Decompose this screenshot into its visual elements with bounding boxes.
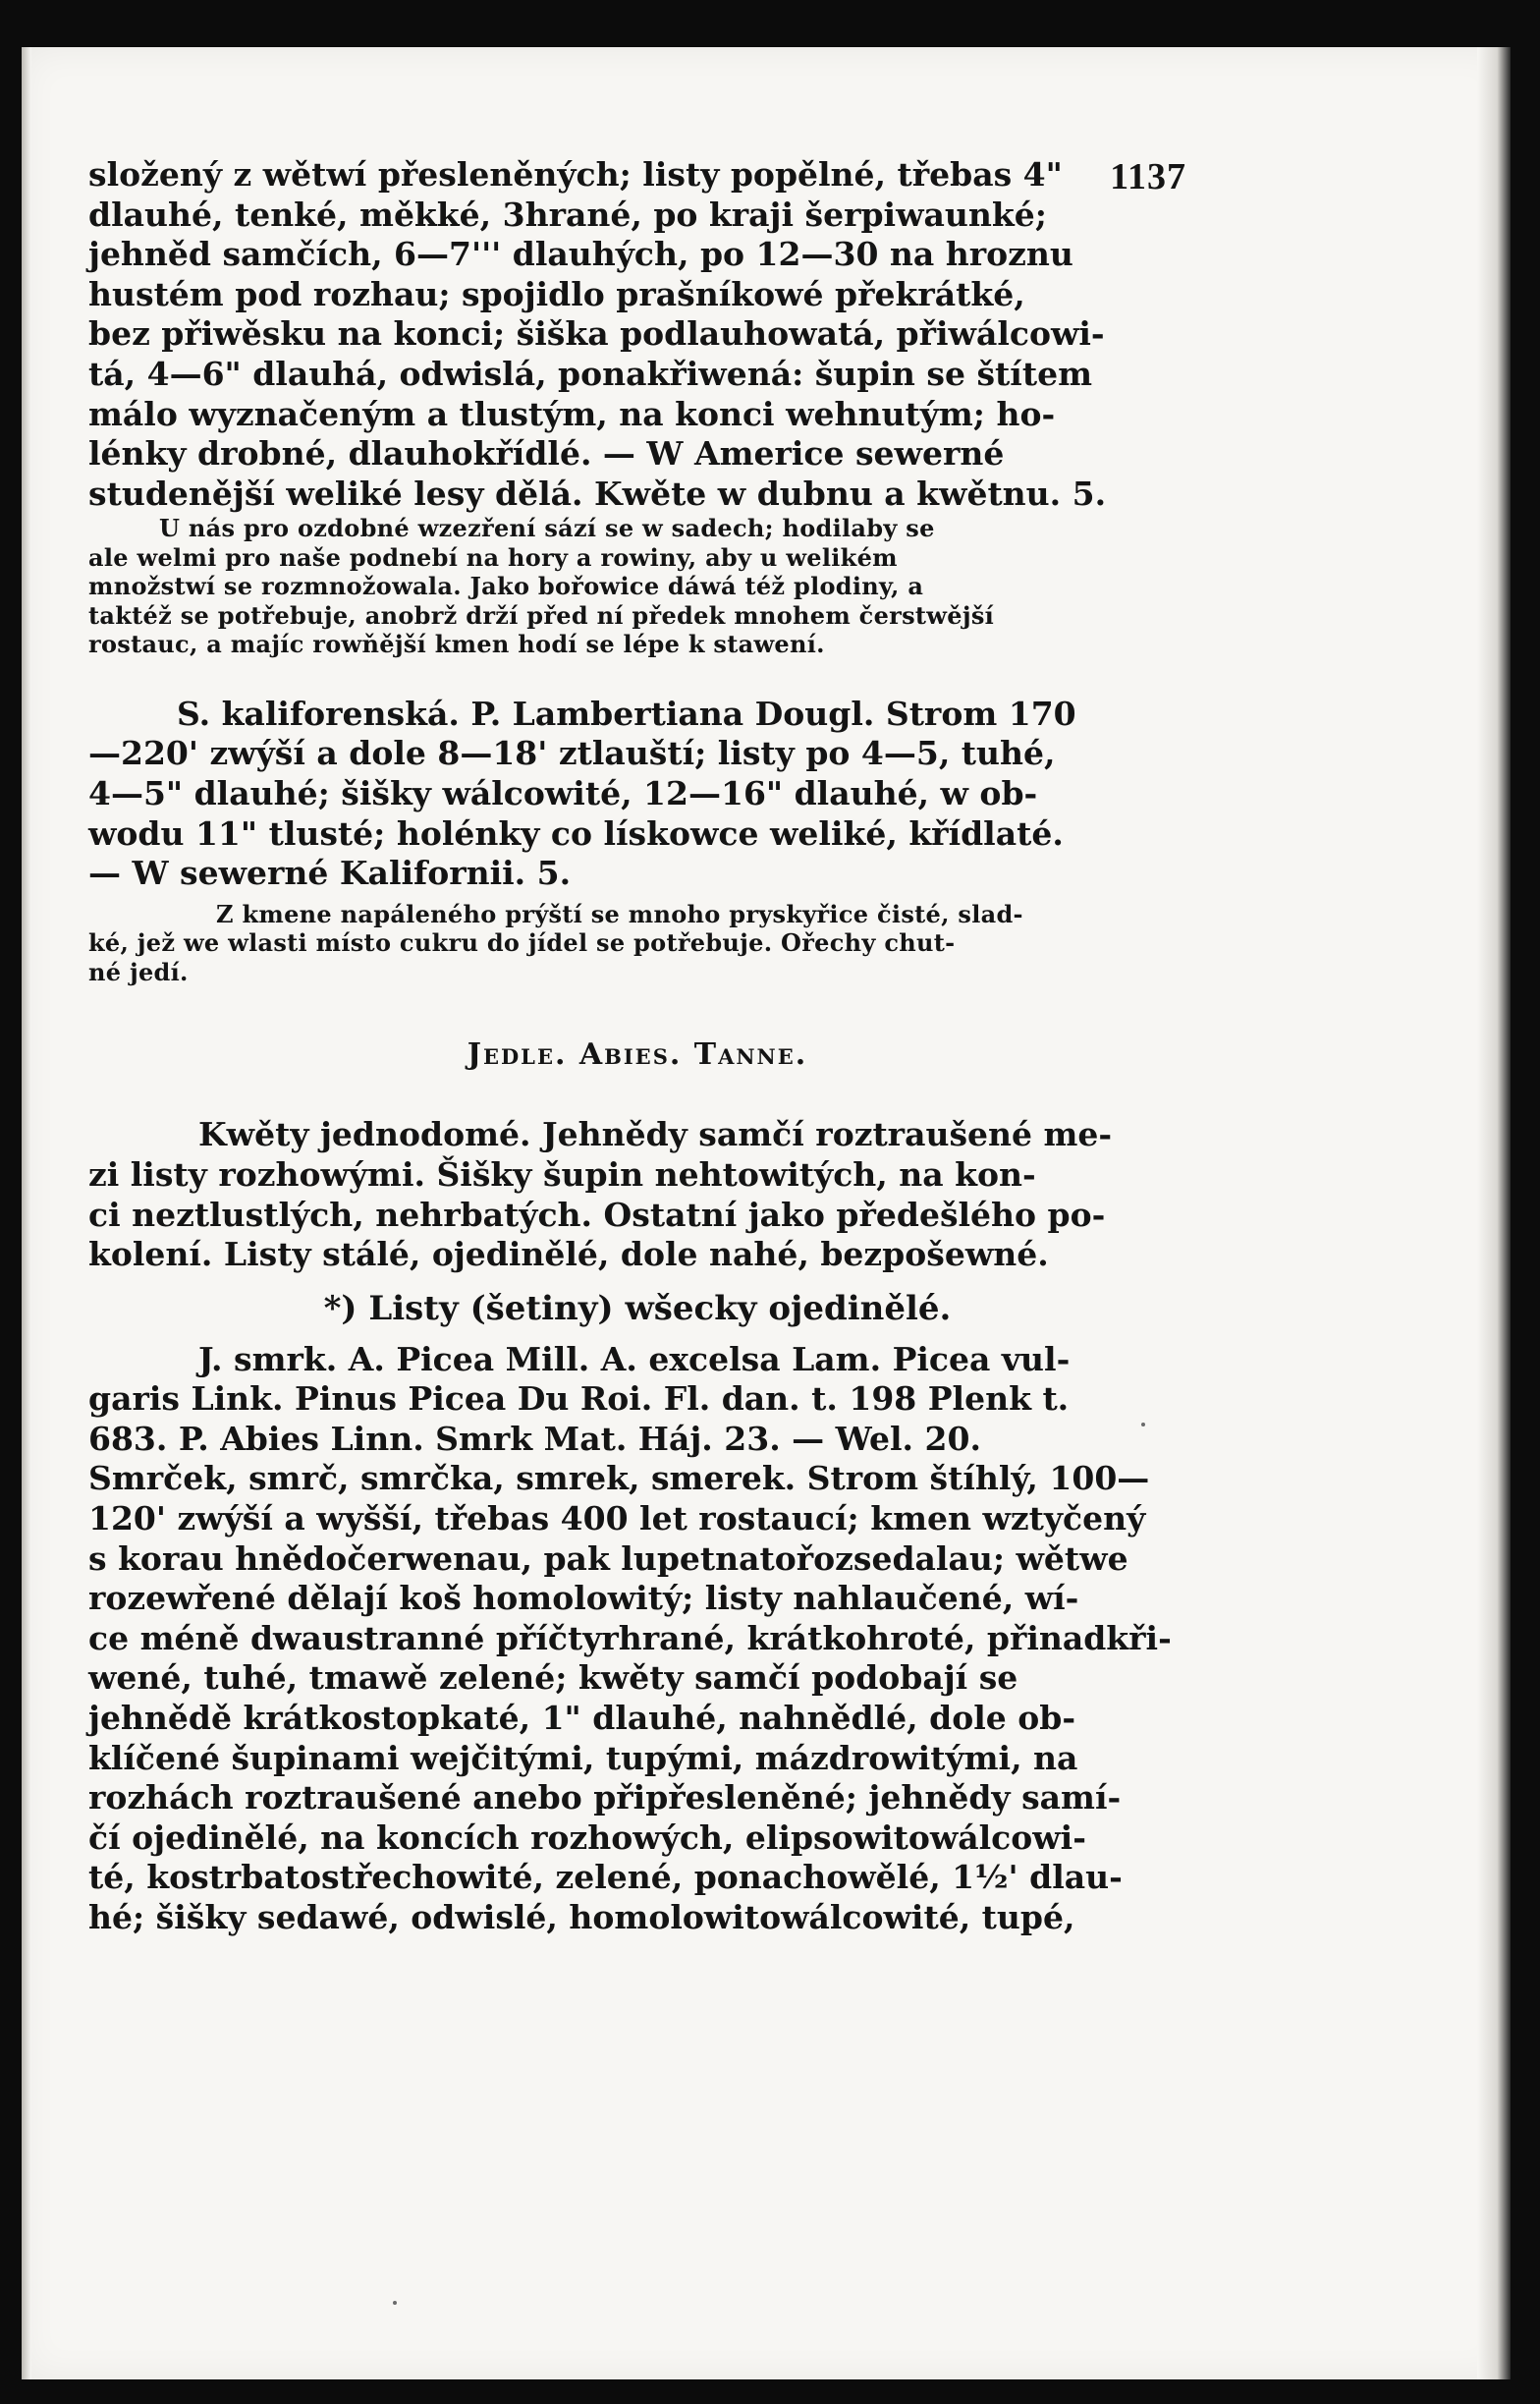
text-line: Kwěty jednodomé. Jehnědy samčí roztraušené me- [198,1115,1113,1154]
note-resin [88,900,1186,987]
text-line: s korau hnědočerwenau, pak lupetnatořozsedalau; wětwe [88,1538,1128,1578]
note-line: rostauc, a majíc rowňější kmen hodí se lépe k stawení. [88,630,825,659]
text-line: té, kostrbatostřechowité, zelené, ponachowělé, 1½' dlau- [88,1858,1123,1897]
text-line: hé; šišky sedawé, odwislé, homolowitowálcowité, tupé, [88,1898,1075,1936]
text-line: J. smrk. A. Picea Mill. A. excelsa Lam. Picea vul- [198,1339,1071,1378]
page-content [88,155,1186,1938]
text-line: málo wyznačeným a tlustým, na konci wehnutým; ho- [88,394,1056,433]
text-line: složený z wětwí přesleněných; listy popělné, třebas 4" [88,155,1063,194]
note-line: ké, jež we wlasti místo cukru do jídel se potřebuje. Ořechy chut- [88,928,956,958]
text-line: —220' zwýší a dole 8—18' ztlauští; listy po 4—5, tuhé, [88,734,1056,773]
paragraph-abies-genus [88,1115,1186,1274]
note-line: U nás pro ozdobné wzezření sází se w sadech; hodilaby se [159,514,935,543]
note-line: taktéž se potřebuje, anobrž drží před ní předek mnohem čerstwější [88,600,995,630]
paragraph-picea-excelsa [88,1340,1186,1938]
text-line: zi listy rozhowými. Šišky šupin nehtowitých, na kon- [88,1154,1036,1194]
text-line: hustém pod rozhau; spojidlo prašníkowé překrátké, [88,274,1025,313]
paragraph-pinus-description [88,155,1186,514]
page-right-edge [1477,47,1511,2379]
note-line: ale welmi pro naše podnebí na hory a rowiny, aby u welikém [88,542,898,572]
text-line: klíčené šupinami wejčitými, tupými, mázdrowitými, na [88,1738,1078,1777]
text-line: ce méně dwaustranné příčtyrhrané, krátkohroté, přinadkři- [88,1618,1172,1657]
text-line: wodu 11" tlusté; holénky co lískowce weliké, křídlaté. [88,813,1064,853]
page-left-edge [22,47,31,2379]
note-cultivation [88,514,1186,659]
ink-speck [393,2301,397,2305]
text-line: kolení. Listy stálé, ojedinělé, dole nahé, bezpošewné. [88,1235,1049,1274]
note-line: množstwí se rozmnožowala. Jako bořowice dáwá též plodiny, a [88,572,924,601]
page-number: 1137 [1110,156,1186,197]
text-line: garis Link. Pinus Picea Du Roi. Fl. dan. t. 198 Plenk t. [88,1379,1070,1419]
text-line: 4—5" dlauhé; šišky wálcowité, 12—16" dlauhé, w ob- [88,774,1038,813]
text-line: — W sewerné Kalifornii. 5. [88,854,572,893]
text-line: 683. P. Abies Linn. Smrk Mat. Háj. 23. — Wel. 20. [88,1419,981,1458]
text-line: jehnědě krátkostopkaté, 1" dlauhé, nahnědlé, dole ob- [88,1699,1076,1738]
text-line: tá, 4—6" dlauhá, odwislá, ponakřiwená: šupin se štítem [88,354,1092,393]
section-heading-abies: Jedle. Abies. Tanne. [467,1037,808,1073]
text-line: bez přiwěsku na konci; šiška podlauhowatá, přiwálcowi- [88,314,1105,354]
ink-speck [1141,1423,1145,1426]
subheading-leaves: *) Listy (šetiny) wšecky ojedinělé. [323,1288,952,1328]
note-line: Z kmene napáleného prýští se mnoho pryskyřice čisté, slad- [216,899,1023,928]
text-line: čí ojedinělé, na koncích rozhowých, elipsowitowálcowi- [88,1817,1086,1857]
text-line: 120' zwýší a wyšší, třebas 400 let rostaucí; kmen wztyčený [88,1499,1146,1538]
text-line: studenější weliké lesy dělá. Kwěte w dubnu a kwětnu. 5. [88,474,1107,513]
text-line: jehněd samčích, 6—7''' dlauhých, po 12—30 na hroznu [88,235,1073,274]
text-line: Smrček, smrč, smrčka, smrek, smerek. Strom štíhlý, 100— [88,1459,1150,1498]
paragraph-pinus-lambertiana [88,695,1186,894]
note-line: né jedí. [88,957,189,986]
text-line: S. kaliforenská. P. Lambertiana Dougl. Strom 170 [177,694,1076,733]
text-line: ci neztlustlých, nehrbatých. Ostatní jako předešlého po- [88,1195,1106,1234]
book-page [22,47,1511,2379]
text-line: rozhách roztraušené anebo připřesleněné; jehnědy samí- [88,1778,1122,1817]
text-line: wené, tuhé, tmawě zelené; kwěty samčí podobají se [88,1658,1018,1698]
text-line: rozewřené dělají koš homolowitý; listy nahlaučené, wí- [88,1579,1079,1618]
text-line: dlauhé, tenké, měkké, 3hrané, po kraji šerpiwaunké; [88,195,1047,234]
text-line: lénky drobné, dlauhokřídlé. — W Americe sewerné [88,434,1005,474]
